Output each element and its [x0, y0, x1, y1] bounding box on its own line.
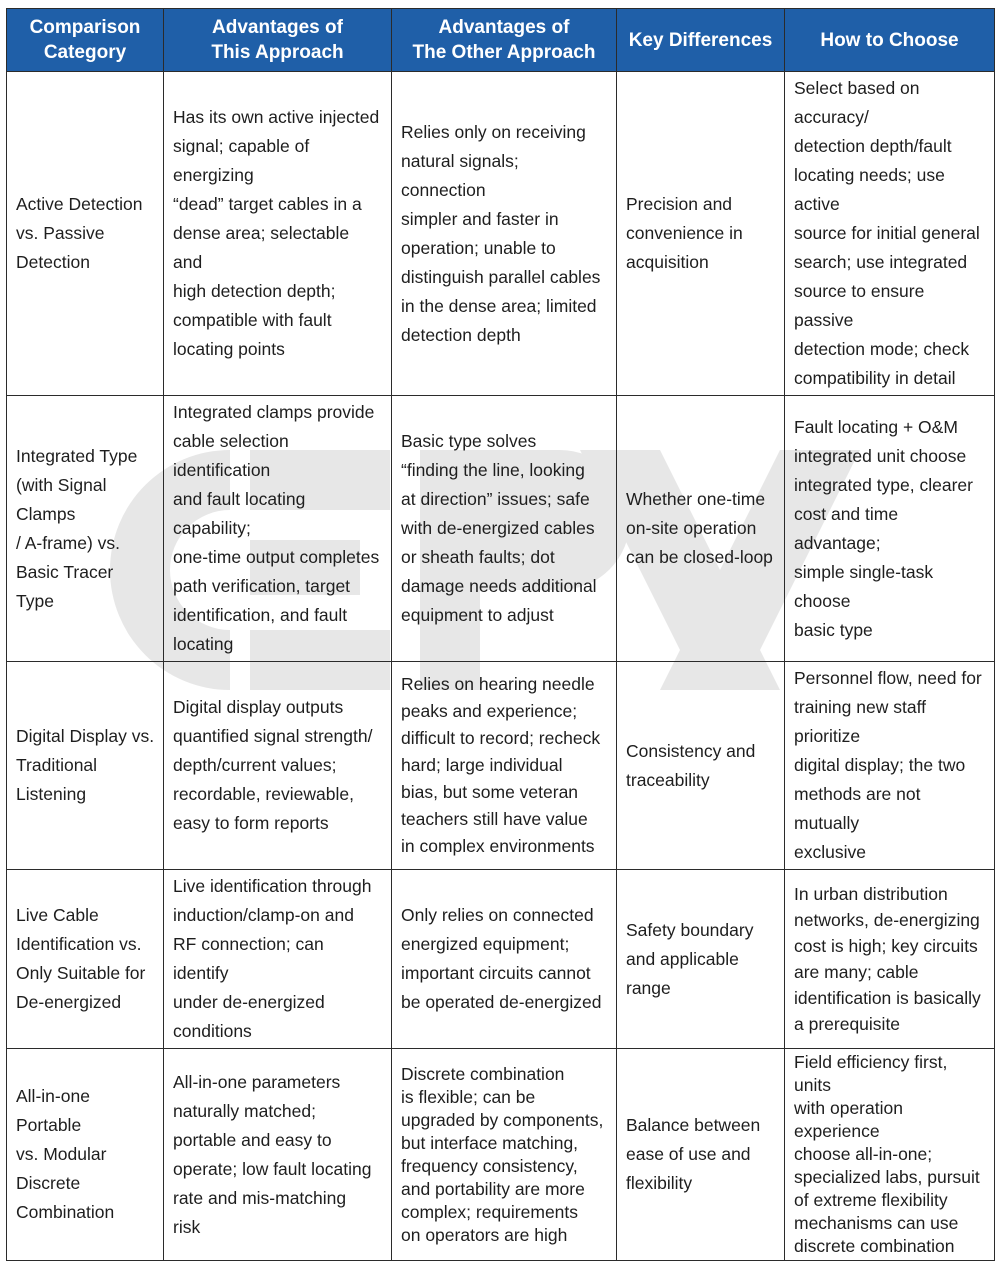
header-comparison-category: Comparison Category: [7, 9, 164, 72]
header-advantages-this: Advantages of This Approach: [164, 9, 392, 72]
table-row: [7, 1049, 995, 1261]
table-row: [7, 72, 995, 396]
how-to-choose-cell: Personnel flow, need for training new staff prioritize digital display; the two methods are not mutually exclusive: [785, 662, 995, 870]
header-advantages-other: Advantages of The Other Approach: [392, 9, 617, 72]
key-difference-cell: Balance between ease of use and flexibility: [617, 1049, 785, 1261]
this-approach-cell: Live identification through induction/clamp-on and RF connection; can identify under de-energized conditions: [164, 870, 392, 1049]
how-to-choose-cell: In urban distribution networks, de-energizing cost is high; key circuits are many; cable identification is basically a prerequisite: [785, 870, 995, 1049]
table-row: [7, 396, 995, 662]
other-approach-cell: Discrete combination is flexible; can be upgraded by components, but interface matching, frequency consistency, and portability are more complex; requirements on operators are high: [392, 1049, 617, 1261]
this-approach-cell: All-in-one parameters naturally matched; portable and easy to operate; low fault locating rate and mis-matching risk: [164, 1049, 392, 1261]
table-header-row: [7, 9, 995, 72]
other-approach-cell: Only relies on connected energized equipment; important circuits cannot be operated de-energized: [392, 870, 617, 1049]
category-cell: Digital Display vs. Traditional Listening: [7, 662, 164, 870]
key-difference-cell: Whether one-time on-site operation can be closed-loop: [617, 396, 785, 662]
key-difference-cell: Safety boundary and applicable range: [617, 870, 785, 1049]
how-to-choose-cell: Field efficiency first, units with operation experience choose all-in-one; specialized labs, pursuit of extreme flexibility mechanisms can use discrete combination: [785, 1049, 995, 1261]
key-difference-cell: Consistency and traceability: [617, 662, 785, 870]
table-row: [7, 662, 995, 870]
category-cell: Active Detection vs. Passive Detection: [7, 72, 164, 396]
category-cell: Live Cable Identification vs. Only Suitable for De-energized: [7, 870, 164, 1049]
other-approach-cell: Basic type solves “finding the line, looking at direction” issues; safe with de-energized cables or sheath faults; dot damage needs additional equipment to adjust: [392, 396, 617, 662]
comparison-table: [6, 8, 995, 1261]
category-cell: Integrated Type (with Signal Clamps / A-frame) vs. Basic Tracer Type: [7, 396, 164, 662]
header-key-differences: Key Differences: [617, 9, 785, 72]
header-how-to-choose: How to Choose: [785, 9, 995, 72]
key-difference-cell: Precision and convenience in acquisition: [617, 72, 785, 396]
how-to-choose-cell: Fault locating + O&M integrated unit choose integrated type, clearer cost and time advantage; simple single-task choose basic type: [785, 396, 995, 662]
this-approach-cell: Integrated clamps provide cable selection identification and fault locating capability; one-time output completes path verification, target identification, and fault locating: [164, 396, 392, 662]
table-row: [7, 870, 995, 1049]
other-approach-cell: Relies only on receiving natural signals; connection simpler and faster in operation; unable to distinguish parallel cables in the dense area; limited detection depth: [392, 72, 617, 396]
this-approach-cell: Digital display outputs quantified signal strength/ depth/current values; recordable, reviewable, easy to form reports: [164, 662, 392, 870]
how-to-choose-cell: Select based on accuracy/ detection depth/fault locating needs; use active source for initial general search; use integrated source to ensure passive detection mode; check compatibility in detail: [785, 72, 995, 396]
category-cell: All-in-one Portable vs. Modular Discrete Combination: [7, 1049, 164, 1261]
this-approach-cell: Has its own active injected signal; capable of energizing “dead” target cables in a dense area; selectable and high detection depth; compatible with fault locating points: [164, 72, 392, 396]
other-approach-cell: Relies on hearing needle peaks and experience; difficult to record; recheck hard; large individual bias, but some veteran teachers still have value in complex environments: [392, 662, 617, 870]
